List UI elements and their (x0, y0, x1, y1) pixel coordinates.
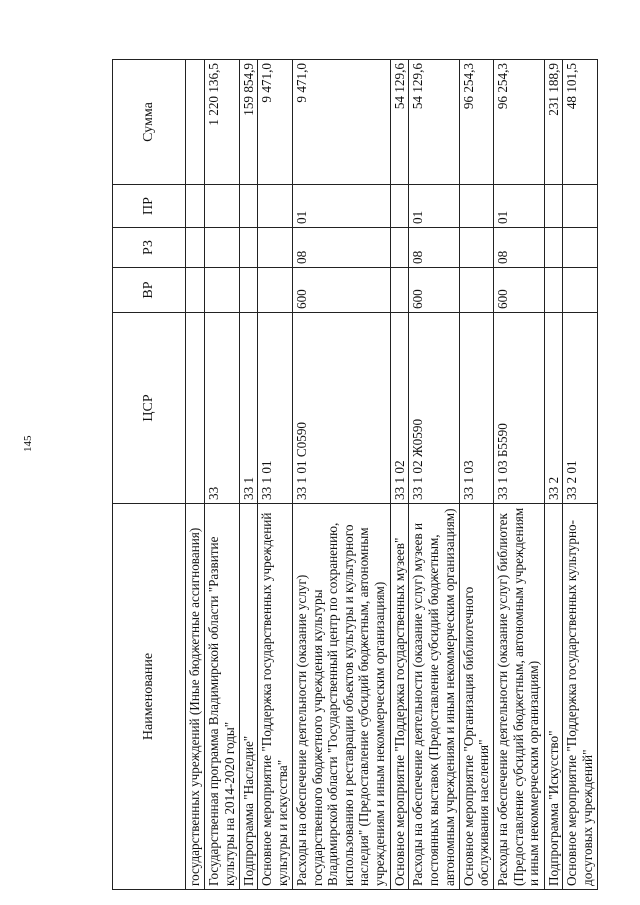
budget-table-container (112, 60, 598, 890)
cell-name: Государственная программа Владимирской области "Развитие культуры на 2014-2020 годы" (205, 504, 240, 890)
table-row (205, 60, 240, 890)
table-row (544, 60, 563, 890)
cell-csr: 33 2 01 (563, 313, 598, 504)
cell-csr: 33 1 03 Б5590 (494, 313, 544, 504)
cell-name: государственных учреждений (Иные бюджетные ассигнования) (186, 504, 205, 890)
cell-csr: 33 1 01 (258, 313, 293, 504)
cell-sum: 96 254,3 (459, 60, 494, 185)
cell-rz (258, 228, 293, 268)
cell-sum: 9 471,0 (292, 60, 390, 185)
cell-pr (563, 185, 598, 228)
cell-vr (205, 268, 240, 313)
cell-csr: 33 1 03 (459, 313, 494, 504)
cell-vr (258, 268, 293, 313)
cell-vr (563, 268, 598, 313)
header-rz: РЗ (113, 228, 186, 268)
table-row (186, 60, 205, 890)
cell-rz (544, 228, 563, 268)
cell-sum: 231 188,9 (544, 60, 563, 185)
cell-sum: 9 471,0 (258, 60, 293, 185)
cell-rz (205, 228, 240, 268)
cell-rz: 08 (409, 228, 459, 268)
cell-pr (258, 185, 293, 228)
cell-vr: 600 (409, 268, 459, 313)
header-name: Наименование (113, 504, 186, 890)
cell-name: Основное мероприятие "Поддержка государственных музеев" (390, 504, 409, 890)
cell-name: Расходы на обеспечение деятельности (оказание услуг) государственного бюджетного учреждения культуры Владимирской области "Государственный центр по сохранению, использованию и реставрации объектов культуры и культурного наследия" (Предоставление субсидий бюджетным, автономным учреждениям и иным некоммерческим организациям) (292, 504, 390, 890)
cell-csr (186, 313, 205, 504)
page-number: 145 (22, 435, 34, 452)
cell-sum: 48 101,5 (563, 60, 598, 185)
cell-csr: 33 1 02 Ж0590 (409, 313, 459, 504)
cell-name: Основное мероприятие "Организация библиотечного обслуживания населения" (459, 504, 494, 890)
table-row (494, 60, 544, 890)
cell-vr (186, 268, 205, 313)
cell-vr (239, 268, 258, 313)
budget-table (112, 59, 598, 890)
header-sum: Сумма (113, 60, 186, 185)
cell-rz (390, 228, 409, 268)
table-row (390, 60, 409, 890)
cell-rz (239, 228, 258, 268)
cell-csr: 33 1 02 (390, 313, 409, 504)
cell-csr: 33 (205, 313, 240, 504)
cell-pr (544, 185, 563, 228)
cell-sum: 54 129,6 (409, 60, 459, 185)
cell-vr (390, 268, 409, 313)
cell-rz: 08 (494, 228, 544, 268)
cell-csr: 33 2 (544, 313, 563, 504)
cell-vr (544, 268, 563, 313)
cell-pr: 01 (409, 185, 459, 228)
cell-vr: 600 (292, 268, 390, 313)
cell-pr (239, 185, 258, 228)
header-csr: ЦСР (113, 313, 186, 504)
cell-name: Подпрограмма "Искусство" (544, 504, 563, 890)
header-pr: ПР (113, 185, 186, 228)
cell-rz (459, 228, 494, 268)
cell-name: Расходы на обеспечение деятельности (оказание услуг) музеев и постоянных выставок (Предоставление субсидий бюджетным, автономным учреждениям и иным некоммерческим организациям) (409, 504, 459, 890)
cell-sum: 1 220 136,5 (205, 60, 240, 185)
cell-pr (390, 185, 409, 228)
cell-sum: 159 854,9 (239, 60, 258, 185)
cell-name: Расходы на обеспечение деятельности (оказание услуг) библиотек (Предоставление субсидий бюджетным, автономным учреждениям и иным некоммерческим организациям) (494, 504, 544, 890)
table-header-row (113, 60, 186, 890)
cell-sum (186, 60, 205, 185)
cell-name: Подпрограмма "Наследие" (239, 504, 258, 890)
cell-pr (186, 185, 205, 228)
table-row (459, 60, 494, 890)
table-row (292, 60, 390, 890)
cell-name: Основное мероприятие "Поддержка государственных учреждений культуры и искусства" (258, 504, 293, 890)
table-row (563, 60, 598, 890)
cell-sum: 96 254,3 (494, 60, 544, 185)
cell-vr (459, 268, 494, 313)
cell-pr: 01 (292, 185, 390, 228)
cell-pr: 01 (494, 185, 544, 228)
cell-csr: 33 1 01 С0590 (292, 313, 390, 504)
cell-sum: 54 129,6 (390, 60, 409, 185)
table-row (258, 60, 293, 890)
cell-rz (186, 228, 205, 268)
header-vr: ВР (113, 268, 186, 313)
cell-vr: 600 (494, 268, 544, 313)
cell-rz (563, 228, 598, 268)
table-row (409, 60, 459, 890)
cell-csr: 33 1 (239, 313, 258, 504)
cell-pr (205, 185, 240, 228)
table-row (239, 60, 258, 890)
cell-pr (459, 185, 494, 228)
cell-name: Основное мероприятие "Поддержка государственных культурно-досуговых учреждений" (563, 504, 598, 890)
cell-rz: 08 (292, 228, 390, 268)
